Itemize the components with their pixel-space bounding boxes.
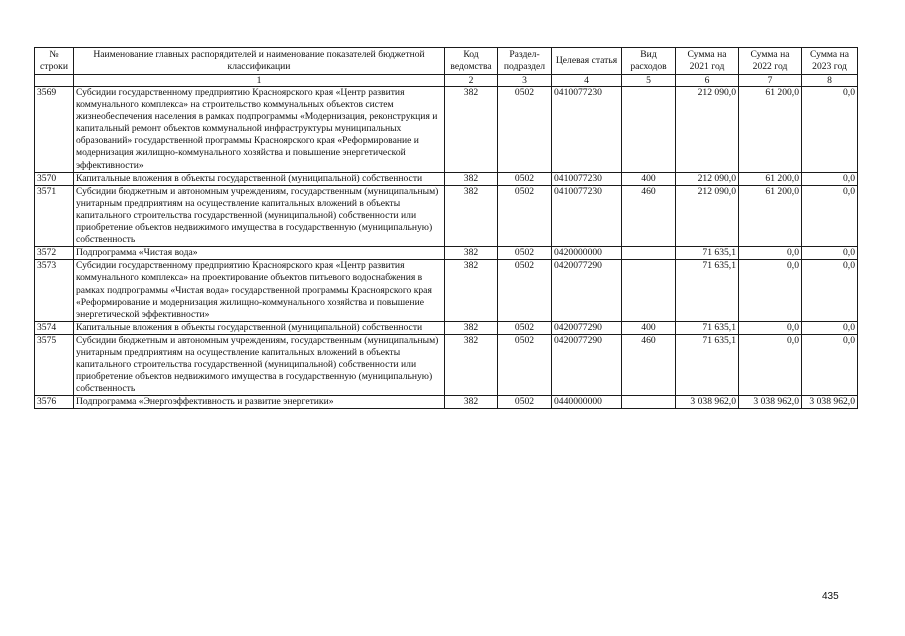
row-name-cell: Субсидии государственному предприятию Красноярского края «Центр развития коммунального комплекса» на строительство коммунальных объектов систем жизнеобеспечения населения в рамках подпрограммы «Модернизация, реконструкция и капитальный ремонт объектов коммунальной инфраструктуры муниципальных образований» государственной программы Красноярского края «Реформирование и модернизация жилищно-коммунального хозяйства и повышение энергетической эффективности» [74, 87, 445, 173]
row-sum-2022-cell: 0,0 [739, 321, 802, 334]
row-sum-2023-cell: 0,0 [802, 260, 858, 321]
row-number-cell: 3574 [35, 321, 74, 334]
row-section-cell: 0502 [498, 185, 552, 246]
row-department-code-cell: 382 [445, 185, 498, 246]
table-row [35, 396, 858, 409]
table-row [35, 247, 858, 260]
header-cell-sum-2022: Сумма на 2022 год [739, 48, 802, 75]
row-section-cell: 0502 [498, 260, 552, 321]
table-row [35, 260, 858, 321]
column-number-cell: 8 [802, 75, 858, 87]
row-sum-2021-cell: 3 038 962,0 [676, 396, 739, 409]
header-cell-sum-2023: Сумма на 2023 год [802, 48, 858, 75]
row-number-cell: 3570 [35, 172, 74, 185]
row-sum-2023-cell: 0,0 [802, 334, 858, 395]
row-sum-2022-cell: 0,0 [739, 247, 802, 260]
row-expense-type-cell: 460 [622, 185, 676, 246]
row-sum-2021-cell: 71 635,1 [676, 334, 739, 395]
row-expense-type-cell: 460 [622, 334, 676, 395]
row-target-article-cell: 0420077290 [552, 321, 622, 334]
column-number-cell: 7 [739, 75, 802, 87]
row-sum-2021-cell: 212 090,0 [676, 185, 739, 246]
header-cell-expense-type: Вид расходов [622, 48, 676, 75]
header-cell-row-number: № строки [35, 48, 74, 75]
column-number-cell: 5 [622, 75, 676, 87]
page-number: 435 [822, 591, 839, 602]
column-number-cell: 4 [552, 75, 622, 87]
table-row [35, 172, 858, 185]
row-name-cell: Субсидии бюджетным и автономным учреждениям, государственным (муниципальным) унитарным предприятиям на осуществление капитальных вложений в объекты капитального строительства государственной (муниципальной) собственности или приобретение объектов недвижимого имущества в государственную (муниципальную) собственность [74, 185, 445, 246]
row-expense-type-cell [622, 396, 676, 409]
row-sum-2021-cell: 71 635,1 [676, 260, 739, 321]
row-sum-2021-cell: 212 090,0 [676, 172, 739, 185]
row-expense-type-cell [622, 260, 676, 321]
row-department-code-cell: 382 [445, 247, 498, 260]
row-sum-2021-cell: 212 090,0 [676, 87, 739, 173]
row-sum-2022-cell: 3 038 962,0 [739, 396, 802, 409]
row-section-cell: 0502 [498, 396, 552, 409]
header-row [35, 48, 858, 75]
column-number-cell: 2 [445, 75, 498, 87]
row-number-cell: 3571 [35, 185, 74, 246]
column-number-cell: 1 [74, 75, 445, 87]
row-sum-2023-cell: 0,0 [802, 172, 858, 185]
row-expense-type-cell [622, 87, 676, 173]
row-target-article-cell: 0420077290 [552, 260, 622, 321]
row-department-code-cell: 382 [445, 321, 498, 334]
row-sum-2023-cell: 3 038 962,0 [802, 396, 858, 409]
table-row [35, 321, 858, 334]
row-expense-type-cell: 400 [622, 172, 676, 185]
row-target-article-cell: 0410077230 [552, 172, 622, 185]
row-department-code-cell: 382 [445, 396, 498, 409]
row-sum-2021-cell: 71 635,1 [676, 247, 739, 260]
row-expense-type-cell [622, 247, 676, 260]
row-name-cell: Подпрограмма «Энергоэффективность и развитие энергетики» [74, 396, 445, 409]
row-sum-2022-cell: 61 200,0 [739, 87, 802, 173]
table-header [35, 48, 858, 87]
table-row [35, 334, 858, 395]
header-cell-target-article: Целевая статья [552, 48, 622, 75]
row-target-article-cell: 0440000000 [552, 396, 622, 409]
table-row [35, 87, 858, 173]
row-section-cell: 0502 [498, 321, 552, 334]
column-number-cell: 3 [498, 75, 552, 87]
row-sum-2022-cell: 0,0 [739, 334, 802, 395]
row-target-article-cell: 0410077230 [552, 185, 622, 246]
header-cell-sum-2021: Сумма на 2021 год [676, 48, 739, 75]
row-sum-2023-cell: 0,0 [802, 321, 858, 334]
row-section-cell: 0502 [498, 247, 552, 260]
header-cell-department-code: Код ведомства [445, 48, 498, 75]
column-number-row [35, 75, 858, 87]
row-name-cell: Подпрограмма «Чистая вода» [74, 247, 445, 260]
header-cell-section: Раздел-подраздел [498, 48, 552, 75]
row-name-cell: Субсидии государственному предприятию Красноярского края «Центр развития коммунального комплекса» на проектирование объектов питьевого водоснабжения в рамках подпрограммы «Чистая вода» государственной программы Красноярского края «Реформирование и модернизация жилищно-коммунального хозяйства и повышение энергетической эффективности» [74, 260, 445, 321]
row-expense-type-cell: 400 [622, 321, 676, 334]
row-sum-2023-cell: 0,0 [802, 185, 858, 246]
row-sum-2022-cell: 0,0 [739, 260, 802, 321]
column-number-cell: 6 [676, 75, 739, 87]
row-sum-2021-cell: 71 635,1 [676, 321, 739, 334]
table-row [35, 185, 858, 246]
row-sum-2023-cell: 0,0 [802, 87, 858, 173]
row-department-code-cell: 382 [445, 87, 498, 173]
row-number-cell: 3572 [35, 247, 74, 260]
row-sum-2022-cell: 61 200,0 [739, 185, 802, 246]
row-number-cell: 3575 [35, 334, 74, 395]
column-number-cell [35, 75, 74, 87]
header-cell-name: Наименование главных распорядителей и наименование показателей бюджетной классификации [74, 48, 445, 75]
row-number-cell: 3569 [35, 87, 74, 173]
table-body [35, 87, 858, 409]
row-section-cell: 0502 [498, 334, 552, 395]
row-name-cell: Субсидии бюджетным и автономным учреждениям, государственным (муниципальным) унитарным предприятиям на осуществление капитальных вложений в объекты капитального строительства государственной (муниципальной) собственности или приобретение объектов недвижимого имущества в государственную (муниципальную) собственность [74, 334, 445, 395]
row-section-cell: 0502 [498, 87, 552, 173]
row-target-article-cell: 0410077230 [552, 87, 622, 173]
row-target-article-cell: 0420077290 [552, 334, 622, 395]
row-sum-2022-cell: 61 200,0 [739, 172, 802, 185]
row-department-code-cell: 382 [445, 334, 498, 395]
row-sum-2023-cell: 0,0 [802, 247, 858, 260]
row-section-cell: 0502 [498, 172, 552, 185]
row-department-code-cell: 382 [445, 172, 498, 185]
row-target-article-cell: 0420000000 [552, 247, 622, 260]
row-number-cell: 3573 [35, 260, 74, 321]
row-number-cell: 3576 [35, 396, 74, 409]
row-department-code-cell: 382 [445, 260, 498, 321]
budget-table [34, 47, 858, 409]
row-name-cell: Капитальные вложения в объекты государственной (муниципальной) собственности [74, 172, 445, 185]
row-name-cell: Капитальные вложения в объекты государственной (муниципальной) собственности [74, 321, 445, 334]
